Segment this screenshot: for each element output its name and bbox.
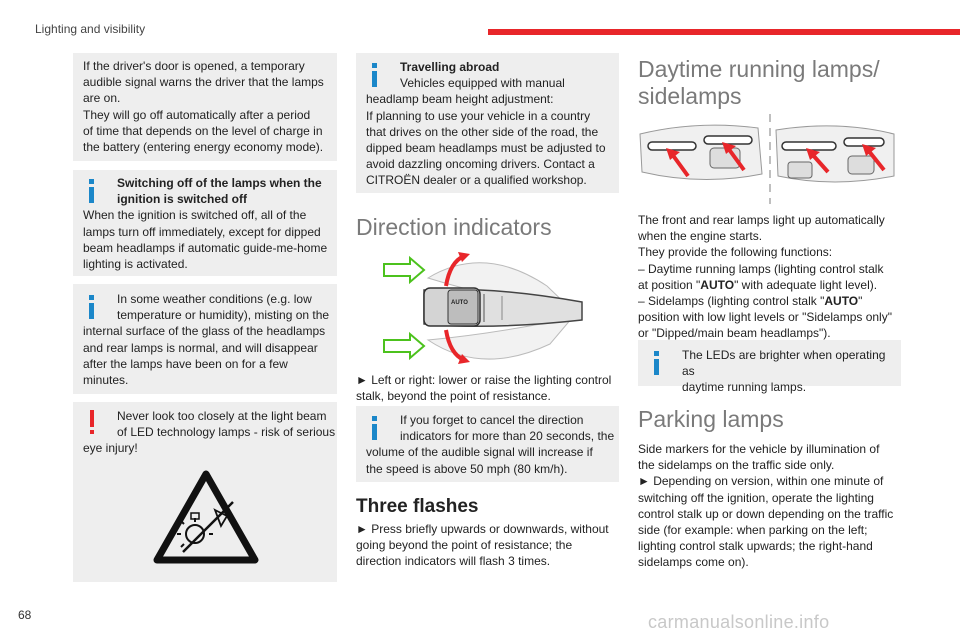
line: at position "AUTO" with adequate light level). xyxy=(638,277,878,292)
info-icon-bar xyxy=(89,187,94,203)
line: They provide the following functions: xyxy=(638,245,833,260)
heading-line: Daytime running lamps/ xyxy=(638,56,880,82)
line: beam headlamps if automatic guide-me-home xyxy=(83,240,328,255)
line: the speed is above 50 mph (80 km/h). xyxy=(366,461,568,476)
line: after the lamps have been on for a few xyxy=(83,356,288,371)
info-icon-dot xyxy=(89,179,94,184)
line: – Sidelamps (lighting control stalk "AUTO" xyxy=(638,294,863,309)
line: side (for example: when parking on the left; xyxy=(638,523,868,538)
line: indicators for more than 20 seconds, the xyxy=(400,429,615,444)
warning-box-led xyxy=(73,402,337,582)
info-icon-bar xyxy=(372,71,377,87)
line: when the engine starts. xyxy=(638,229,763,244)
heading-daytime-running-lamps xyxy=(638,56,880,110)
page-number: 68 xyxy=(18,608,32,622)
direction-paragraph xyxy=(356,372,626,404)
heading-direction-indicators: Direction indicators xyxy=(356,214,552,240)
heading-line: sidelamps xyxy=(638,83,742,109)
line: If the driver's door is opened, a temporary xyxy=(83,59,305,73)
note-title: Travelling abroad xyxy=(400,60,500,74)
line: The LEDs are brighter when operating as xyxy=(682,348,886,379)
line: ► Depending on version, within one minute of xyxy=(638,474,884,489)
three-flashes-paragraph xyxy=(356,521,626,570)
line: of time that depends on the level of charge in xyxy=(83,123,323,138)
info-icon-dot xyxy=(89,295,94,300)
line: going beyond the point of resistance; the xyxy=(356,538,573,553)
line: Never look too closely at the light beam xyxy=(117,409,327,423)
warning-icon-bar xyxy=(90,410,94,427)
line: lighting is activated. xyxy=(83,257,188,272)
info-box-switch-off xyxy=(73,170,337,276)
line: When the ignition is switched off, all of the xyxy=(83,208,307,223)
line: avoid dazzling oncoming drivers. Contact a xyxy=(366,157,595,172)
line: dipped beam headlamps must be adjusted to xyxy=(366,141,606,156)
direction-indicator-stalk-illustration xyxy=(372,248,592,373)
led-warning-sign-icon xyxy=(151,468,261,568)
info-icon-bar xyxy=(654,359,659,375)
line: the sidelamps on the traffic side only. xyxy=(638,458,835,473)
info-icon-bar xyxy=(372,424,377,440)
note-title: Switching off of the lamps when the xyxy=(117,176,322,190)
line: If planning to use your vehicle in a country xyxy=(366,108,591,123)
line: stalk, beyond the point of resistance. xyxy=(356,389,551,404)
line: The front and rear lamps light up automatically xyxy=(638,213,885,227)
line: of LED technology lamps - risk of serious xyxy=(117,425,336,440)
info-box-led-brighter xyxy=(638,340,901,395)
info-box-cancel-indicators xyxy=(356,406,619,482)
line: and rear lamps is normal, and will disappear xyxy=(83,340,318,355)
line: temperature or humidity), misting on the xyxy=(117,308,330,323)
line: Side markers for the vehicle by illumination of xyxy=(638,442,880,456)
line: are on. xyxy=(83,91,121,106)
drl-paragraph xyxy=(638,212,908,342)
line: lighting control stalk upwards; the right-hand xyxy=(638,539,873,554)
line: ► Left or right: lower or raise the lighting control xyxy=(356,373,612,387)
info-box-travelling-abroad xyxy=(356,53,619,193)
info-box-misting xyxy=(73,284,337,394)
line: headlamp beam height adjustment: xyxy=(366,92,554,107)
line: or "Dipped/main beam headlamps"). xyxy=(638,326,831,341)
line: control stalk up or down depending on the traffic xyxy=(638,506,894,521)
line: switching off the ignition, operate the lighting xyxy=(638,490,874,505)
parking-paragraph xyxy=(638,441,908,571)
heading-parking-lamps: Parking lamps xyxy=(638,406,784,432)
daytime-running-lamps-illustration xyxy=(638,114,898,206)
line: ► Press briefly upwards or downwards, without xyxy=(356,522,609,536)
line: daytime running lamps. xyxy=(682,380,807,395)
line: audible signal warns the driver that the lamps xyxy=(83,75,324,90)
line: the battery (entering energy economy mode). xyxy=(83,140,324,155)
heading-three-flashes: Three flashes xyxy=(356,496,479,517)
info-icon-dot xyxy=(372,63,377,68)
info-icon-dot xyxy=(372,416,377,421)
line: direction indicators will flash 3 times. xyxy=(356,554,551,569)
note-title: ignition is switched off xyxy=(117,192,247,207)
line: minutes. xyxy=(83,373,129,388)
line: position with low light levels or "Sidelamps only" xyxy=(638,310,892,325)
line: eye injury! xyxy=(83,441,138,456)
line: internal surface of the glass of the headlamps xyxy=(83,324,326,339)
line: that drives on the other side of the road, the xyxy=(366,124,599,139)
line: volume of the audible signal will increase if xyxy=(366,445,593,460)
info-icon-dot xyxy=(654,351,659,356)
line: lamps turn off immediately, except for dipped xyxy=(83,224,321,239)
info-icon-bar xyxy=(89,303,94,319)
line: Vehicles equipped with manual xyxy=(400,76,565,91)
line: In some weather conditions (e.g. low xyxy=(117,292,312,306)
warning-icon-dot xyxy=(90,430,94,434)
line: sidelamps come on). xyxy=(638,555,749,570)
line: CITROËN dealer or a qualified workshop. xyxy=(366,173,587,188)
line: – Daytime running lamps (lighting control stalk xyxy=(638,261,884,276)
watermark: carmanualsonline.info xyxy=(648,612,830,632)
header-accent-bar xyxy=(488,29,960,35)
stalk-auto-label: AUTO xyxy=(451,300,468,306)
line: If you forget to cancel the direction xyxy=(400,413,584,427)
section-header: Lighting and visibility xyxy=(35,22,146,36)
info-box-door-signal xyxy=(73,53,337,161)
line: They will go off automatically after a period xyxy=(83,107,311,122)
